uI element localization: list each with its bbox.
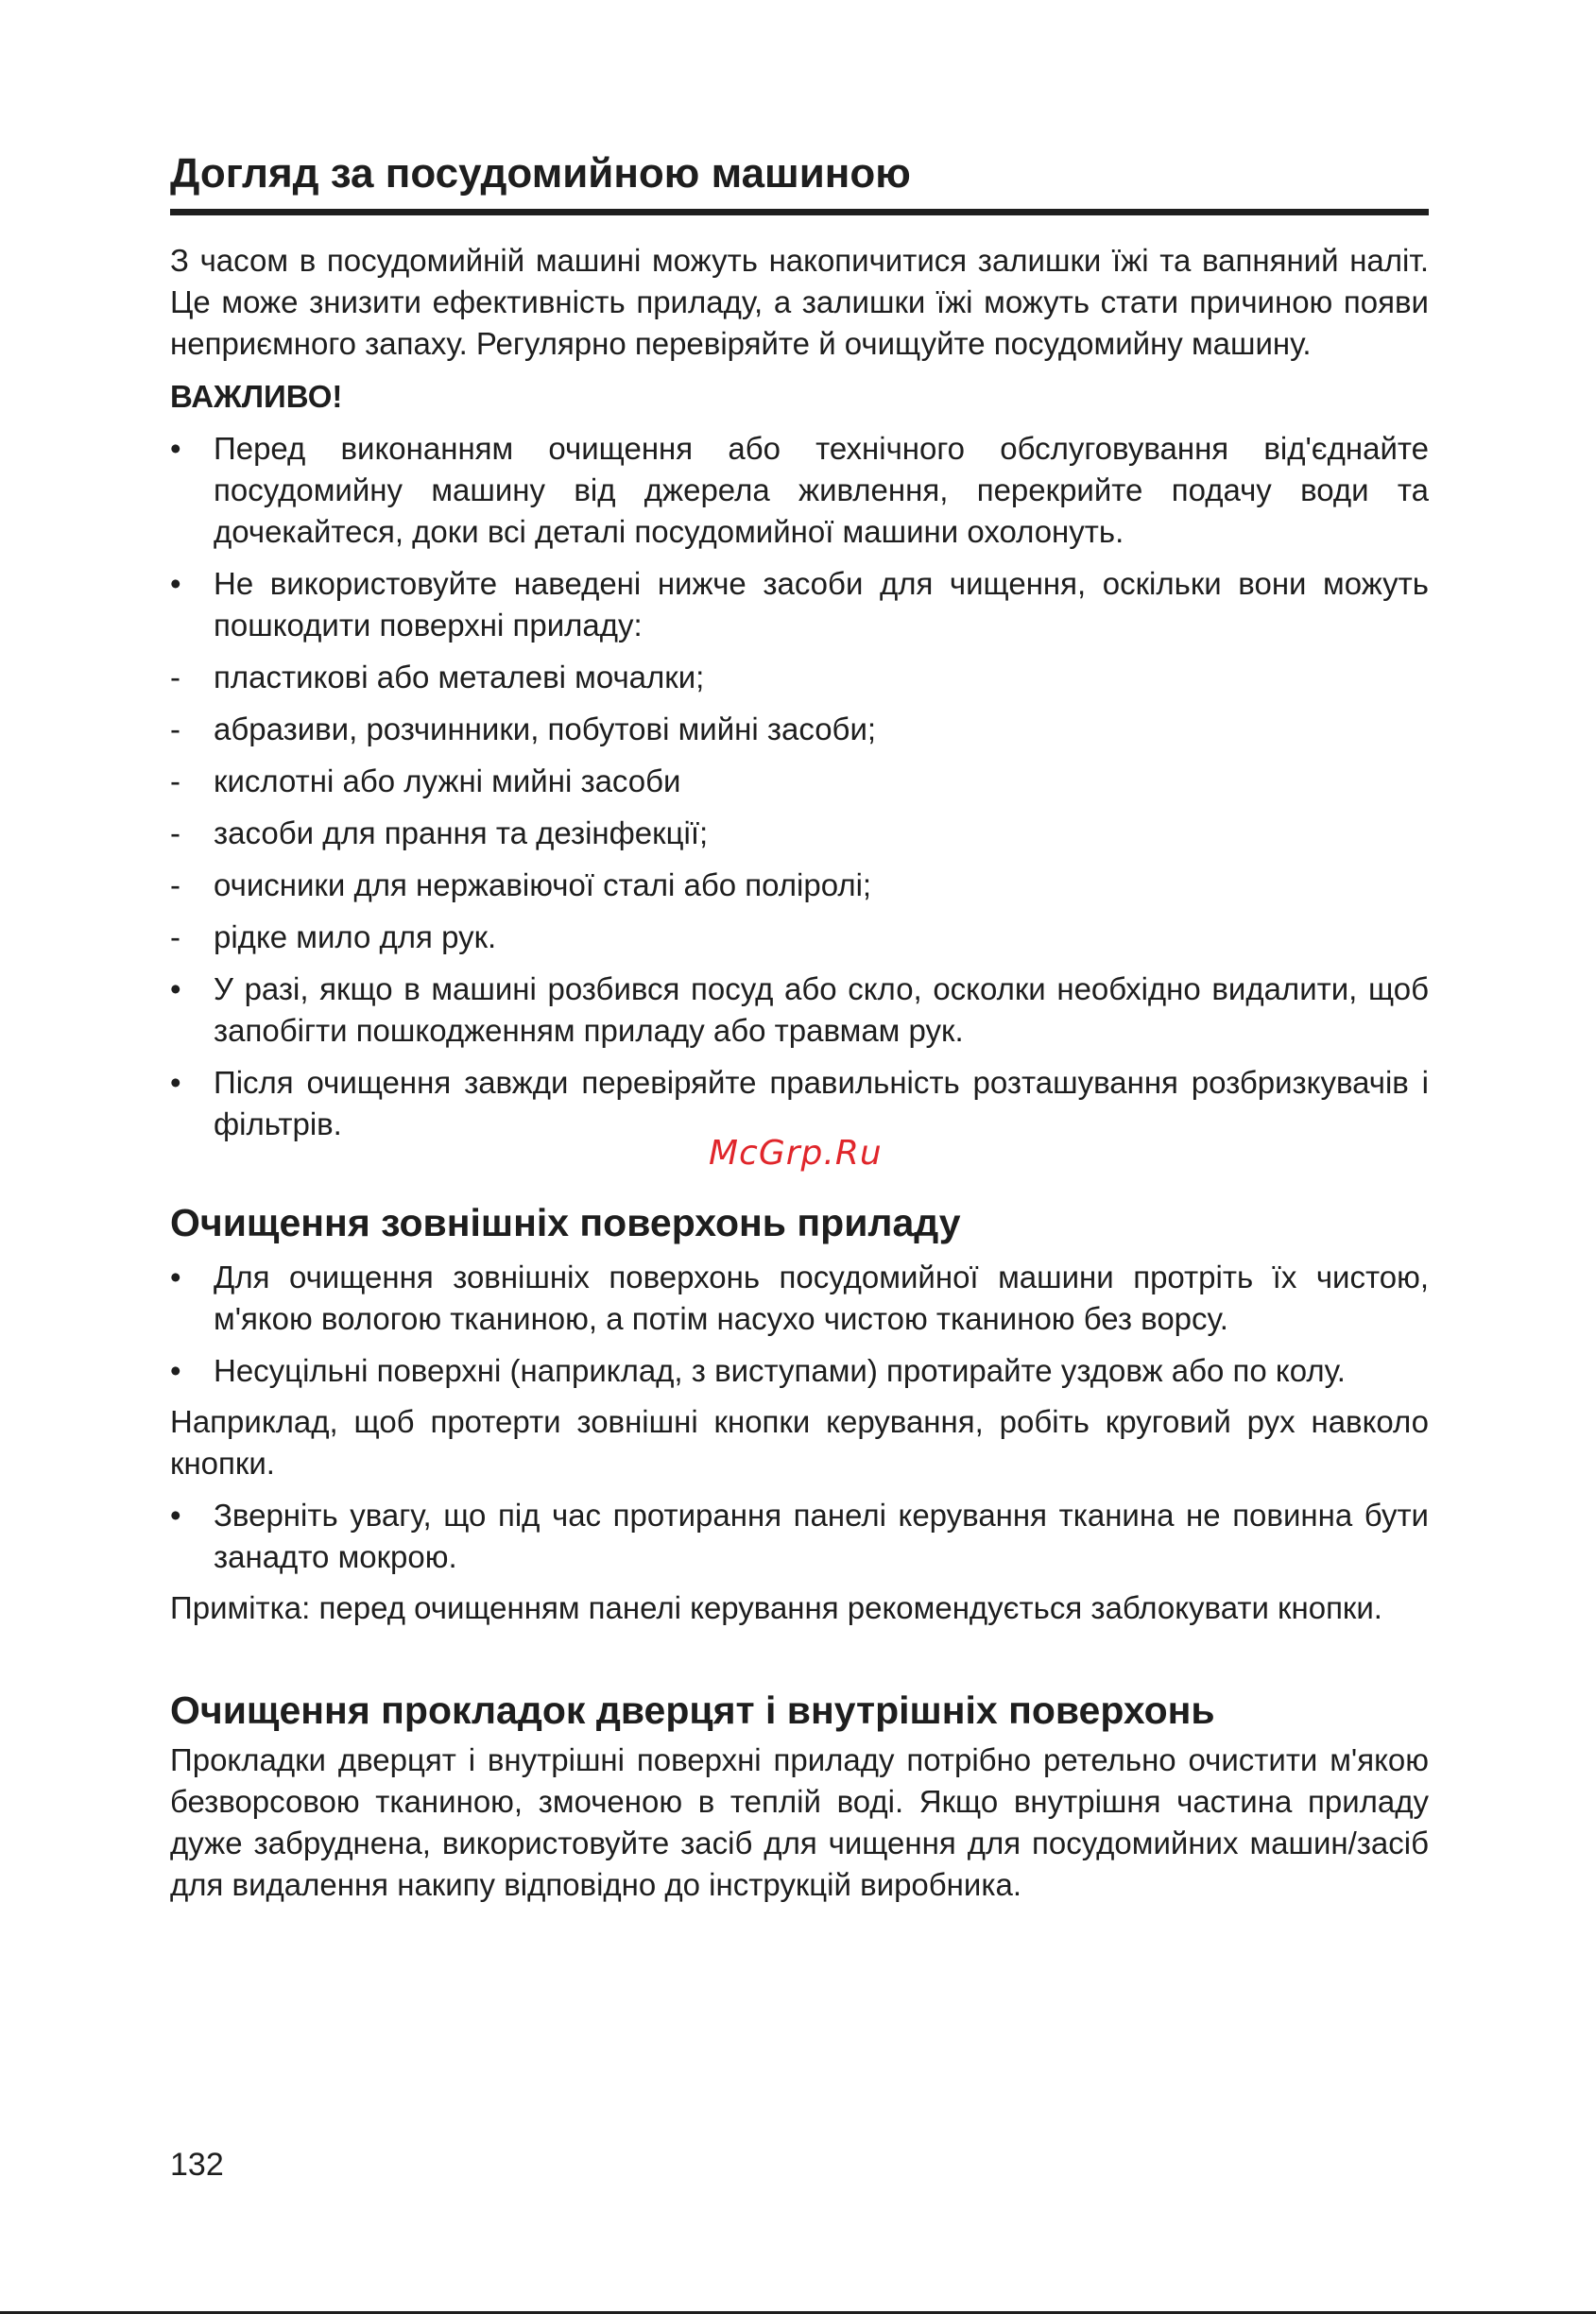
list-item-text: Після очищення завжди перевіряйте правильність розташування розбризкувачів і фільтрів.: [214, 1064, 1429, 1141]
list-item: [170, 968, 1429, 1052]
list-item-text: Для очищення зовнішніх поверхонь посудомийної машини протріть їх чистою, м'якою вологою тканиною, а потім насухо чистою тканиною без ворсу.: [214, 1259, 1429, 1336]
section-title-gaskets: Очищення прокладок дверцят і внутрішніх поверхонь: [170, 1688, 1215, 1732]
list-marker: •: [170, 1497, 181, 1533]
list-item-text: засоби для прання та дезінфекції;: [214, 814, 709, 850]
exterior-example-paragraph: Наприклад, щоб протерти зовнішні кнопки керування, робіть круговий рух навколо кнопки.: [170, 1403, 1429, 1481]
gaskets-paragraph: Прокладки дверцят і внутрішні поверхні приладу потрібно ретельно очистити м'якою безворсовою тканиною, змоченою в теплій воді. Якщо внутрішня частина приладу дуже забруднена, використовуйте засіб для чищення для посудомийних машин/засіб для видалення накипу відповідно до інструкцій виробника.: [170, 1742, 1429, 1903]
list-marker: -: [170, 763, 180, 798]
list-item: [170, 657, 1429, 698]
list-marker: •: [170, 1064, 181, 1100]
list-item: [170, 428, 1429, 553]
list-marker: •: [170, 565, 181, 601]
list-marker: •: [170, 970, 181, 1006]
intro-paragraph: З часом в посудомийній машині можуть накопичитися залишки їжі та вапняний наліт. Це може знизити ефективність приладу, а залишки їжі можуть стати причиною появи неприємного запаху. Регулярно перевіряйте й очищуйте посудомийну машину.: [170, 242, 1429, 361]
list-item-text: У разі, якщо в машині розбився посуд або скло, осколки необхідно видалити, щоб запобігти пошкодженням приладу або травмам рук.: [214, 970, 1429, 1048]
list-marker: -: [170, 866, 180, 902]
list-marker: -: [170, 918, 180, 954]
list-marker: -: [170, 711, 180, 746]
important-list: [170, 428, 1429, 1145]
list-item: [170, 813, 1429, 854]
list-item: [170, 1495, 1429, 1578]
exterior-list-a: [170, 1257, 1429, 1392]
important-label: ВАЖЛИВО!: [170, 378, 343, 414]
list-marker: -: [170, 814, 180, 850]
list-item-text: Не використовуйте наведені нижче засоби для чищення, оскільки вони можуть пошкодити поверхні приладу:: [214, 565, 1429, 643]
list-item: [170, 865, 1429, 906]
list-marker: •: [170, 1259, 181, 1294]
list-item: [170, 917, 1429, 958]
list-marker: -: [170, 659, 180, 694]
list-marker: •: [170, 1352, 181, 1388]
list-item-text: абразиви, розчинники, побутові мийні засоби;: [214, 711, 877, 746]
page-number: 132: [170, 2147, 224, 2183]
list-item: [170, 761, 1429, 802]
page-content: [170, 149, 1429, 1906]
list-item: [170, 1257, 1429, 1340]
list-item: [170, 1062, 1429, 1145]
list-item: [170, 709, 1429, 750]
watermark-logo: McGrp.Ru: [709, 1134, 883, 1173]
list-item-text: кислотні або лужні мийні засоби: [214, 763, 681, 798]
list-item-text: Зверніть увагу, що під час протирання панелі керування тканина не повинна бути занадто мокрою.: [214, 1497, 1429, 1574]
list-item-text: рідке мило для рук.: [214, 918, 497, 954]
list-item-text: Перед виконанням очищення або технічного обслуговування від'єднайте посудомийну машину від джерела живлення, перекрийте подачу води та дочекайтеся, доки всі деталі посудомийної машини охолонуть.: [214, 430, 1429, 549]
section-title-exterior: Очищення зовнішніх поверхонь приладу: [170, 1200, 961, 1244]
list-item-text: Несуцільні поверхні (наприклад, з виступами) протирайте уздовж або по колу.: [214, 1352, 1346, 1388]
list-item: [170, 563, 1429, 646]
list-item-text: очисники для нержавіючої сталі або поліролі;: [214, 866, 872, 902]
exterior-list-b: [170, 1495, 1429, 1578]
list-item-text: пластикові або металеві мочалки;: [214, 659, 705, 694]
list-marker: •: [170, 430, 181, 466]
exterior-note-paragraph: Примітка: перед очищенням панелі керування рекомендується заблокувати кнопки.: [170, 1589, 1382, 1625]
page-title: Догляд за посудомийною машиною: [170, 149, 1429, 215]
list-item: [170, 1350, 1429, 1392]
